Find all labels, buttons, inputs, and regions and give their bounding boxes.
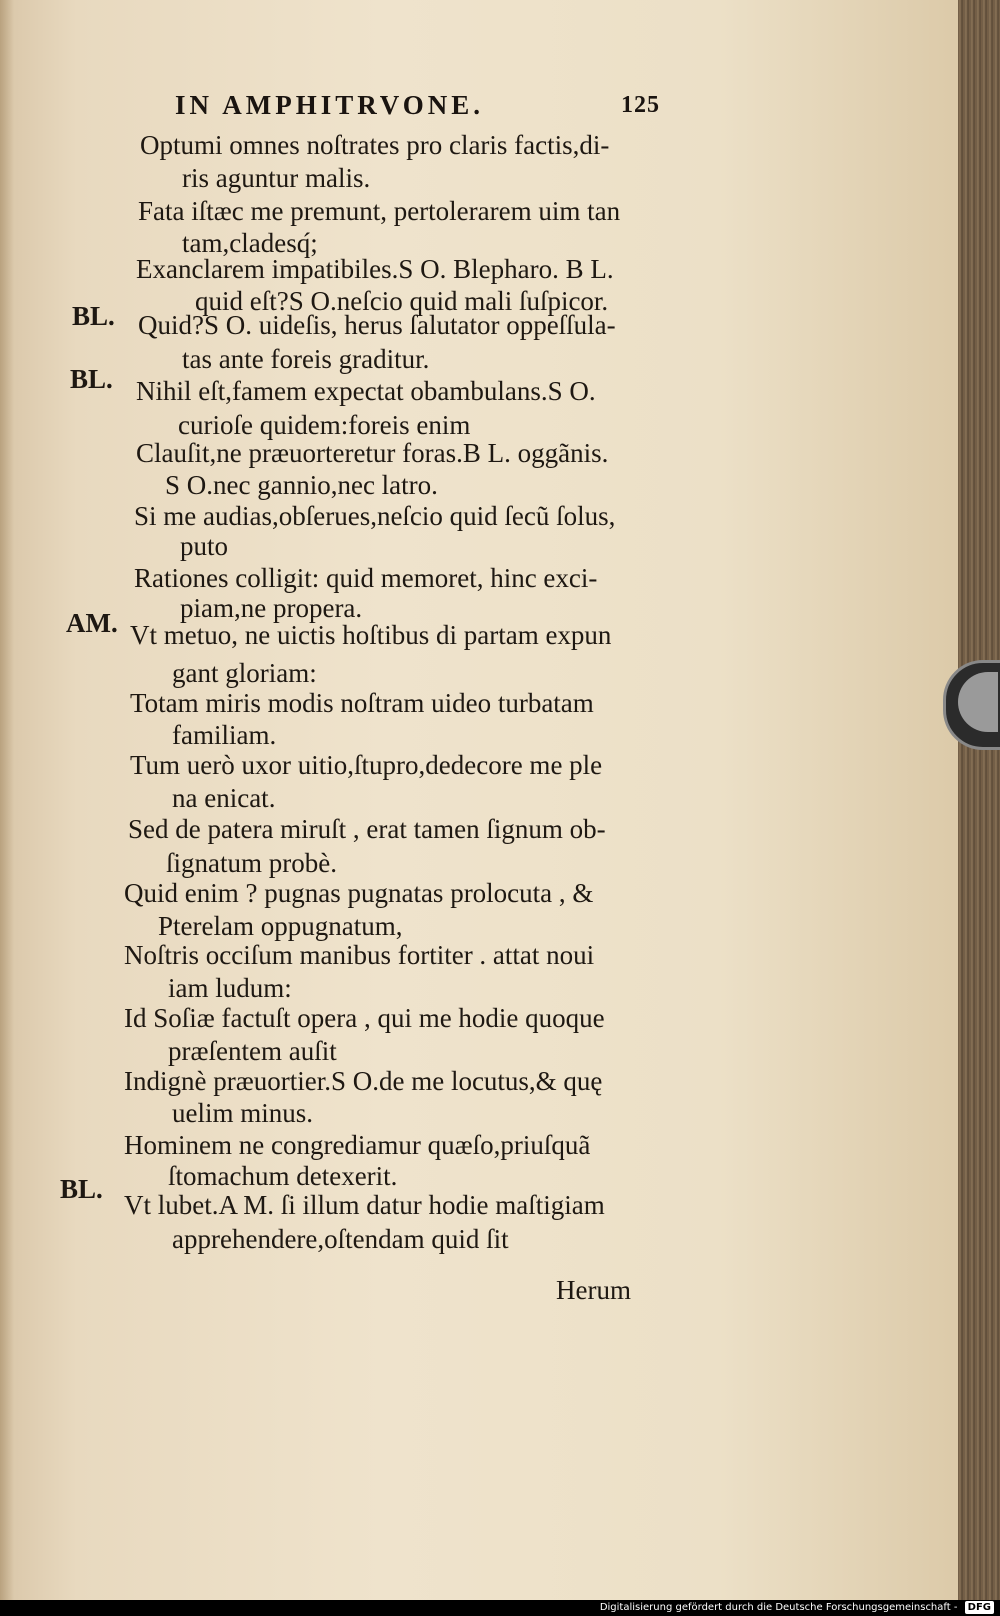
text-line: Pterelam oppugnatum, — [158, 911, 403, 941]
text-line: ris aguntur malis. — [182, 163, 371, 193]
text-line: puto — [180, 531, 229, 561]
speaker-label: AM. — [66, 608, 118, 638]
text-line: piam,ne propera. — [180, 593, 363, 623]
text-line: Indignè præuortier.S O.de me locutus,& quę — [124, 1066, 603, 1096]
page-edges — [958, 0, 1000, 1600]
text-line: S O.nec gannio,nec latro. — [165, 470, 438, 500]
text-line: na enicat. — [172, 783, 276, 813]
text-line: Id Soſiæ factuſt opera , qui me hodie quoque — [124, 1003, 605, 1033]
text-line: Hominem ne congrediamur quæſo,priuſquã — [124, 1130, 591, 1160]
text-line: Sed de patera miruſt , erat tamen ſignum ob- — [128, 814, 606, 844]
speaker-label: BL. — [60, 1174, 103, 1204]
text-line: curioſe quidem:foreis enim — [178, 410, 471, 440]
footer-text: Digitalisierung gefördert durch die Deutsche Forschungsgemeinschaft - — [599, 1602, 958, 1613]
text-line: uelim minus. — [172, 1098, 313, 1128]
text-line: ſtomachum detexerit. — [168, 1161, 398, 1191]
text-line: præſentem auſit — [168, 1036, 337, 1066]
footer-bar — [0, 1600, 1000, 1616]
text-line: ſignatum probè. — [166, 848, 337, 878]
text-line: Tum uerò uxor uitio,ſtupro,dedecore me ple — [130, 750, 603, 780]
text-line: gant gloriam: — [172, 658, 317, 688]
text-line: familiam. — [172, 720, 277, 750]
text-line: Rationes colligit: quid memoret, hinc exci- — [134, 563, 598, 593]
text-line: Quid enim ? pugnas pugnatas prolocuta , & — [124, 878, 594, 908]
text-line: Noſtris occiſum manibus fortiter . attat noui — [124, 940, 595, 970]
text-line: tam,cladesq́; — [182, 228, 318, 258]
running-title: IN AMPHITRVONE. — [175, 90, 485, 120]
speaker-label: BL. — [70, 364, 113, 394]
text-line: Vt metuo, ne uictis hoſtibus di partam expun — [130, 620, 612, 650]
text-line: tas ante foreis graditur. — [182, 344, 430, 374]
text-line: Fata iſtæc me premunt, pertolerarem uim tan — [138, 196, 621, 226]
text-line: Quid?S O. uideſis, herus ſalutator oppeſſula- — [138, 310, 616, 340]
text-line: Exanclarem impatibiles.S O. Blepharo. B L. — [136, 254, 614, 284]
folio-number: 125 — [621, 92, 660, 118]
text-line: Optumi omnes noſtrates pro claris factis,di- — [140, 130, 610, 160]
text-line: Si me audias,obſerues,neſcio quid ſecũ ſolus, — [134, 501, 616, 531]
text-line: Vt lubet.A M. ſi illum datur hodie maſtigiam — [124, 1190, 605, 1220]
text-line: quid eſt?S O.neſcio quid mali ſuſpicor. — [195, 286, 609, 316]
text-line: Nihil eſt,famem expectat obambulans.S O. — [136, 376, 596, 406]
speaker-label: BL. — [72, 301, 115, 331]
text-line: Totam miris modis noſtram uideo turbatam — [130, 688, 594, 718]
dfg-logo: DFG — [965, 1601, 994, 1614]
catchword: Herum — [556, 1275, 631, 1305]
text-line: iam ludum: — [168, 973, 292, 1003]
text-line: apprehendere,oſtendam quid ſit — [172, 1224, 509, 1254]
text-line: Clauſit,ne præuorteretur foras.B L. oggãnis. — [136, 438, 609, 468]
